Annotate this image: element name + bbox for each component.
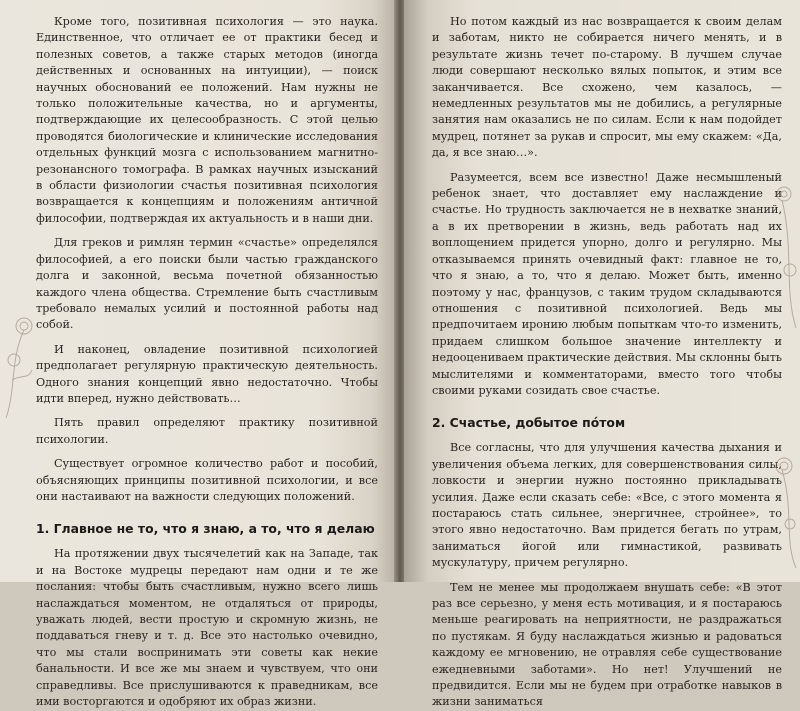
paragraph: Для греков и римлян термин «счастье» определялся философией, а его поиски были частью гражданского долга и законной, весьма почетной обязанностью каждого члена общества. Стремление быть счастливым требовало немалых усилий и постоянной работы над собой. bbox=[36, 236, 378, 332]
floral-ornament-icon bbox=[2, 300, 36, 420]
floral-ornament-icon bbox=[774, 160, 800, 330]
right-page bbox=[404, 0, 800, 709]
paragraph: Кроме того, позитивная психология — это наука. Единственное, что отличает ее от практики бесед и полезных советов, а также старых методов (иногда действенных и основанных на интуиции), — поиск научных обоснований ее положений. Нам нужны не только положительные качества, но и аргументы, подтверждающие их целесообразность. С этой целью проводятся биологические и клинические исследования отдельных функций мозга с использованием магнитно-резонансного томографа. В рамках научных изысканий в области физиологии счастья позитивная психология возвращается к концепциям и положениям античной философии, подтверждая их актуальность и в наши дни. bbox=[36, 15, 378, 225]
floral-ornament-icon bbox=[772, 440, 800, 570]
paragraph: Существует огромное количество работ и пособий, объясняющих принципы позитивной психологии, и все они настаивают на важности следующих положений. bbox=[36, 457, 378, 503]
paragraph: Но потом каждый из нас возвращается к своим делам и заботам, никто не собирается ничего менять, и в результате жизнь течет по-старому. В лучшем случае люди совершают несколько вялых попыток, и этим все заканчивается. Все схожено, чем казалось, — немедленных результатов мы не добились, а регулярные занятия нам оказались не по силам. Если к нам подойдет мудрец, потянет за рукав и спросит, мы ему скажем: «Да, да, я все знаю…». bbox=[432, 15, 782, 160]
paragraph: И наконец, овладение позитивной психологией предполагает регулярную практическую деятельность. Одного знания концепций явно недостаточно. Чтобы идти вперед, нужно действовать… bbox=[36, 342, 378, 405]
paragraph: Пять правил определяют практику позитивной психологии. bbox=[36, 416, 378, 446]
paragraph: На протяжении двух тысячелетий как на Западе, так и на Востоке мудрецы передают нам одни и те же послания: чтобы быть счастливым, нужно всего лишь наслаждаться моментом, не отдаляться от природы, уважать людей, вести простую и скромную жизнь, не поддаваться гневу и т. д. Все это настолько очевидно, что мы стали воспринимать эти советы как некие банальности. И все же мы знаем и чувствуем, что они справедливы. Все прислушиваются к праведникам, все ими восторгаются и одобряют их образ жизни. bbox=[36, 547, 378, 709]
paragraph: Тем не менее мы продолжаем внушать себе: «В этот раз все серьезно, у меня есть мотивация, и я постараюсь меньше реагировать на неприятности, не раздражаться по пустякам. Я буду наслаждаться жизнью и радоваться каждому ее мгновению, не отравляя себе существование ежедневными заботами». Но нет! Улучшений не предвидится. Если мы не будем при отработке навыков в жизни заниматься bbox=[432, 580, 782, 709]
paragraph: Все согласны, что для улучшения качества дыхания и увеличения объема легких, для совершенствования силы, ловкости и энергии нужно постоянно прикладывать усилия. Даже если сказать себе: «Все, с этого момента я постараюсь стать сильнее, энергичнее, стройнее», то этого явно недостаточно. Вам придется бегать по утрам, заниматься йогой или гимнастикой, развивать мускулатуру, причем регулярно. bbox=[432, 441, 782, 570]
section-heading: 1. Главное не то, что я знаю, а то, что я делаю bbox=[36, 521, 375, 537]
paragraph: Разумеется, всем все известно! Даже несмышленый ребенок знает, что доставляет ему наслаждение и счастье. Но трудность заключается не в нехватке знаний, а в их претворении в жизнь, ведь работать над их воплощением придется упорно, долго и регулярно. Мы отказываемся принять очевидный факт: главное не то, что я знаю, а то, что я делаю. Может быть, именно поэтому у нас, французов, с таким трудом складываются отношения с позитивной психологией. Ведь мы предпочитаем иронию любым попыткам что-то изменить, придаем слишком большое значение интеллекту и недооцениваем практические действия. Мы склонны быть мыслителями и комментаторами, вместо того чтобы своими руками созидать свое счастье. bbox=[432, 170, 782, 397]
left-page bbox=[0, 0, 396, 709]
section-heading: 2. Счастье, добытое пóтом bbox=[432, 415, 626, 431]
